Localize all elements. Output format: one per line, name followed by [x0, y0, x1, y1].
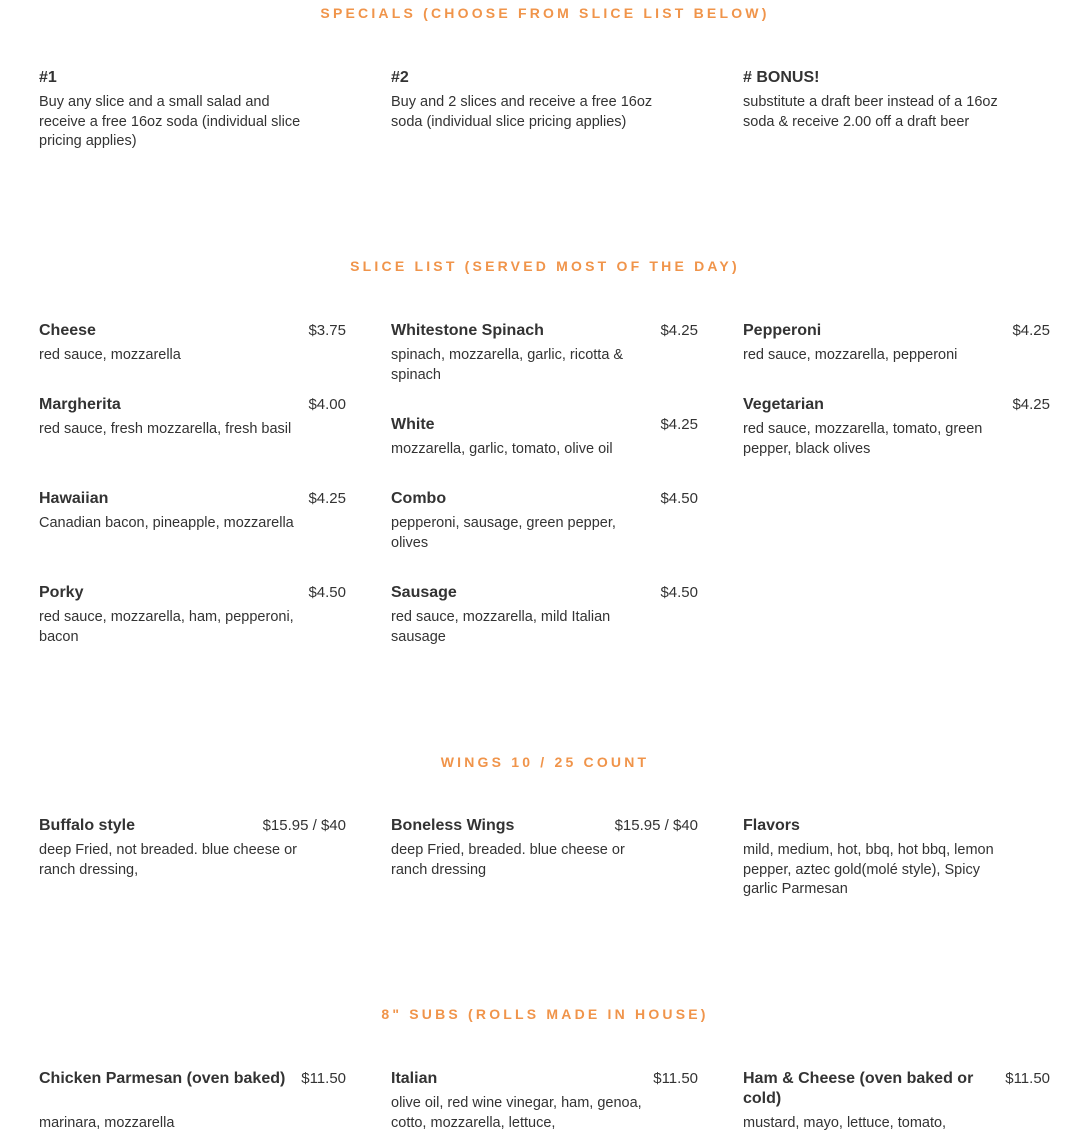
menu-item-whitestone-spinach [391, 321, 698, 385]
item-price: $15.95 / $40 [262, 817, 346, 834]
item-price: $4.25 [1012, 322, 1050, 339]
item-price: $11.50 [1005, 1070, 1050, 1087]
item-description: Canadian bacon, pineapple, mozzarella [39, 515, 294, 531]
item-name: Hawaiian [39, 490, 109, 507]
item-name: Whitestone Spinach [391, 322, 544, 339]
item-price: $11.50 [653, 1070, 698, 1087]
special-item-2 [391, 68, 698, 132]
item-name: Cheese [39, 322, 96, 339]
menu-item-buffalo-style [39, 816, 346, 880]
menu-item-porky [39, 583, 346, 647]
item-description: red sauce, fresh mozzarella, fresh basil [39, 421, 292, 437]
item-description: Buy and 2 slices and receive a free 16oz soda (individual slice pricing applies) [391, 94, 653, 130]
item-name: Pepperoni [743, 322, 822, 339]
item-name: Chicken Parmesan (oven baked) [39, 1070, 286, 1087]
menu-item-flavors [743, 816, 1050, 900]
item-name: Margherita [39, 396, 121, 413]
menu-item-hawaiian [39, 489, 346, 534]
item-price: $15.95 / $40 [614, 817, 698, 834]
item-description: marinara, mozzarella [39, 1115, 175, 1131]
item-name: Combo [391, 490, 447, 507]
item-price: $4.25 [660, 322, 698, 339]
special-item-bonus [743, 68, 1050, 132]
specials-section-title: SPECIALS (CHOOSE FROM SLICE LIST BELOW) [320, 5, 770, 21]
menu-item-vegetarian [743, 395, 1050, 459]
item-description: red sauce, mozzarella, tomato, green pepper, black olives [743, 421, 983, 457]
item-price: $4.50 [308, 584, 346, 601]
item-name: # BONUS! [743, 69, 820, 86]
item-description: deep Fried, breaded. blue cheese or ranch dressing [391, 842, 625, 878]
item-name: White [391, 416, 435, 433]
menu-item-pepperoni [743, 321, 1050, 366]
item-price: $3.75 [308, 322, 346, 339]
item-name: #1 [39, 69, 57, 86]
item-description: pepperoni, sausage, green pepper, olives [391, 515, 616, 551]
item-description: mustard, mayo, lettuce, tomato, [743, 1115, 947, 1131]
menu-item-margherita [39, 395, 346, 440]
item-description: red sauce, mozzarella, pepperoni [743, 347, 958, 363]
menu-item-combo [391, 489, 698, 553]
item-price: $4.25 [1012, 396, 1050, 413]
item-price: $4.50 [660, 584, 698, 601]
subs-section-title: 8" SUBS (ROLLS MADE IN HOUSE) [381, 1006, 709, 1022]
item-price: $4.00 [308, 396, 346, 413]
item-price: $4.25 [308, 490, 346, 507]
item-name: Buffalo style [39, 817, 136, 834]
item-name: Italian [391, 1070, 438, 1087]
wings-section-title: WINGS 10 / 25 COUNT [440, 754, 650, 770]
menu-item-sausage [391, 583, 698, 647]
item-name: Flavors [743, 817, 800, 834]
menu-item-boneless-wings [391, 816, 698, 880]
item-description: spinach, mozzarella, garlic, ricotta & spinach [391, 347, 624, 383]
item-name: Porky [39, 584, 84, 601]
item-description: mild, medium, hot, bbq, hot bbq, lemon pepper, aztec gold(molé style), Spicy garlic Parmesan [743, 842, 994, 897]
item-price: $11.50 [301, 1070, 346, 1087]
item-description: red sauce, mozzarella, mild Italian sausage [391, 609, 611, 645]
item-description: deep Fried, not breaded. blue cheese or ranch dressing, [39, 842, 297, 878]
item-name: #2 [391, 69, 409, 86]
item-name: Sausage [391, 584, 457, 601]
item-price: $4.50 [660, 490, 698, 507]
item-description: olive oil, red wine vinegar, ham, genoa, cotto, mozzarella, lettuce, [391, 1095, 642, 1131]
menu-item-chicken-parmesan [39, 1069, 346, 1134]
special-item-1 [39, 68, 346, 152]
item-name: Boneless Wings [391, 817, 515, 834]
item-description: Buy any slice and a small salad and receive a free 16oz soda (individual slice pricing applies) [39, 94, 301, 149]
menu-item-cheese [39, 321, 346, 366]
item-description: substitute a draft beer instead of a 16oz soda & receive 2.00 off a draft beer [743, 94, 998, 130]
item-description: red sauce, mozzarella [39, 347, 181, 363]
item-description: red sauce, mozzarella, ham, pepperoni, bacon [39, 609, 294, 645]
slice-list-section-title: SLICE LIST (SERVED MOST OF THE DAY) [350, 258, 740, 274]
item-name: Vegetarian [743, 396, 824, 413]
item-name: Ham & Cheese (oven baked or cold) [743, 1070, 974, 1107]
menu-item-italian [391, 1069, 698, 1133]
menu-item-white [391, 415, 698, 460]
item-description: mozzarella, garlic, tomato, olive oil [391, 441, 613, 457]
menu-item-ham-and-cheese [743, 1069, 1050, 1134]
item-price: $4.25 [660, 416, 698, 433]
